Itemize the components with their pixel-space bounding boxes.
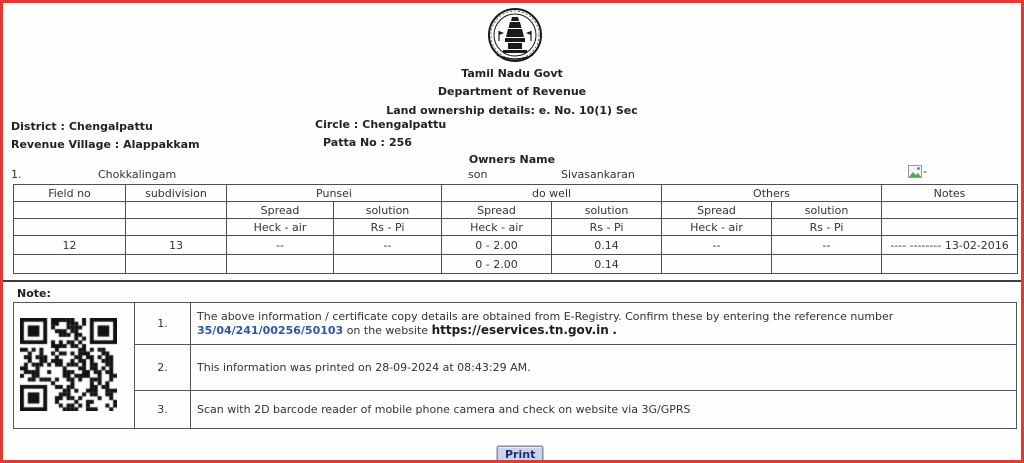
district-field: [11, 120, 153, 133]
cell-subdivision: 13: [126, 236, 227, 255]
note-section-title: Note:: [17, 287, 51, 300]
punsei-spread-unit: Heck - air: [227, 219, 334, 236]
table-header-subcols: [14, 202, 1018, 219]
revenue-village-field: [11, 138, 200, 151]
print-button[interactable]: Print: [497, 446, 543, 463]
district-value: Chengalpattu: [68, 120, 153, 133]
owner-row: [3, 165, 1024, 184]
cell-dowell-spread: 0 - 2.00: [442, 236, 552, 255]
revenue-village-value: Alappakkam: [123, 138, 200, 151]
owners-section-title: Owners Name: [468, 153, 556, 166]
note1-text-after: .: [612, 323, 617, 337]
tamil-nadu-govt-emblem-icon: [487, 7, 543, 65]
patta-no-field: [323, 136, 412, 149]
cell-notes: ---- -------- 13-02-2016: [882, 236, 1018, 255]
cell-others-spread: [662, 255, 772, 274]
circle-field: [315, 118, 446, 131]
table-row: [14, 236, 1018, 255]
eservices-url-link[interactable]: https://eservices.tn.gov.in: [431, 323, 609, 337]
punsei-spread-label: Spread: [227, 202, 334, 219]
cell-others-spread: --: [662, 236, 772, 255]
note-row: [14, 303, 1017, 345]
dowell-spread-label: Spread: [442, 202, 552, 219]
department-title: Department of Revenue: [437, 85, 587, 98]
qr-code: [20, 318, 117, 411]
document-title: Land ownership details: e. No. 10(1) Sec: [386, 104, 638, 117]
dowell-spread-unit: Heck - air: [442, 219, 552, 236]
cell-punsei-solution: [334, 255, 442, 274]
table-row: [14, 255, 1018, 274]
circle-label: Circle :: [315, 118, 359, 131]
note1-text-mid: on the website: [346, 324, 429, 337]
col-group-dowell: do well: [442, 185, 662, 202]
note-number: 3.: [135, 391, 191, 429]
dowell-solution-label: solution: [552, 202, 662, 219]
col-field-no: Field no: [14, 185, 126, 202]
col-subdivision: subdivision: [126, 185, 227, 202]
note-text-1: [191, 303, 1017, 345]
note-text-3: Scan with 2D barcode reader of mobile phone camera and check on website via 3G/GPRS: [191, 391, 1017, 429]
section-divider: [3, 280, 1021, 282]
broken-image-icon: [908, 165, 923, 179]
district-label: District :: [11, 120, 65, 133]
cell-field-no: [14, 255, 126, 274]
cell-field-no: 12: [14, 236, 126, 255]
cell-others-solution: --: [772, 236, 882, 255]
table-header-units: [14, 219, 1018, 236]
punsei-solution-label: solution: [334, 202, 442, 219]
owner-photo-alt: -: [923, 165, 927, 178]
col-group-others: Others: [662, 185, 882, 202]
circle-value: Chengalpattu: [362, 118, 447, 131]
col-group-punsei: Punsei: [227, 185, 442, 202]
others-spread-label: Spread: [662, 202, 772, 219]
patta-no-value: 256: [388, 136, 412, 149]
cell-notes: [882, 255, 1018, 274]
cell-punsei-spread: --: [227, 236, 334, 255]
patta-no-label: Patta No :: [323, 136, 385, 149]
owner-relative-name: Sivasankaran: [561, 168, 635, 181]
cell-others-solution: [772, 255, 882, 274]
org-title: Tamil Nadu Govt: [461, 67, 563, 80]
cell-dowell-spread: 0 - 2.00: [442, 255, 552, 274]
table-header-groups: [14, 185, 1018, 202]
owner-relation: son: [468, 168, 488, 181]
note1-text-before: The above information / certificate copy details are obtained from E-Registry. Confirm these by entering the reference number: [197, 310, 894, 323]
cell-punsei-spread: [227, 255, 334, 274]
cell-subdivision: [126, 255, 227, 274]
note-row: [14, 391, 1017, 429]
land-details-table: [13, 184, 1018, 274]
col-notes: Notes: [882, 185, 1018, 202]
note-number: 2.: [135, 345, 191, 391]
cell-dowell-solution: 0.14: [552, 255, 662, 274]
cell-dowell-solution: 0.14: [552, 236, 662, 255]
owner-name: Chokkalingam: [98, 168, 177, 181]
note-number: 1.: [135, 303, 191, 345]
note-row: [14, 345, 1017, 391]
qr-cell: [14, 303, 135, 429]
notes-table: [13, 302, 1017, 429]
reference-number-link[interactable]: 35/04/241/00256/50103: [197, 324, 344, 337]
owner-photo-placeholder: [908, 165, 927, 179]
note-text-2: This information was printed on 28-09-2024 at 08:43:29 AM.: [191, 345, 1017, 391]
others-solution-label: solution: [772, 202, 882, 219]
revenue-village-label: Revenue Village :: [11, 138, 120, 151]
dowell-solution-unit: Rs - Pi: [552, 219, 662, 236]
owner-serial-no: 1.: [11, 168, 22, 181]
others-solution-unit: Rs - Pi: [772, 219, 882, 236]
others-spread-unit: Heck - air: [662, 219, 772, 236]
cell-punsei-solution: --: [334, 236, 442, 255]
punsei-solution-unit: Rs - Pi: [334, 219, 442, 236]
